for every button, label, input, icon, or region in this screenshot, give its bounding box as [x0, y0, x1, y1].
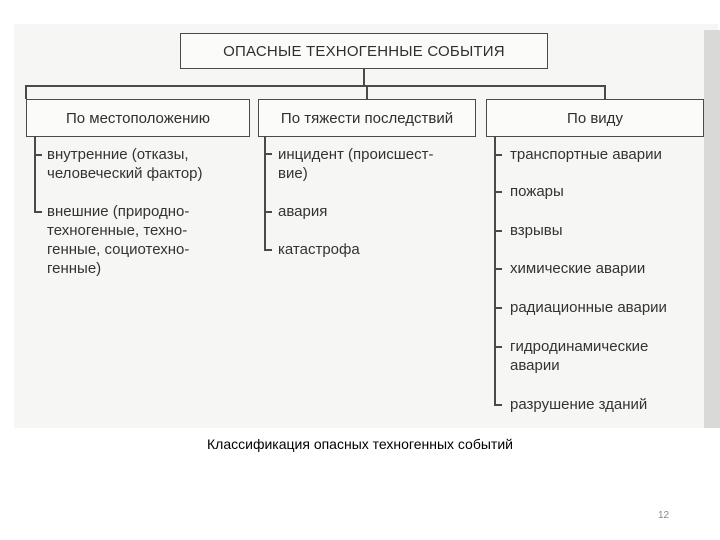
cat2-tick-1 [264, 211, 272, 213]
diagram-title-box: ОПАСНЫЕ ТЕХНОГЕННЫЕ СОБЫТИЯ [180, 33, 548, 69]
cat3-spine [494, 137, 496, 405]
cat2-connector [366, 85, 368, 99]
title-connector [363, 69, 365, 86]
cat3-connector [604, 85, 606, 99]
cat2-tick-2 [264, 249, 272, 251]
category-location-box: По местоположению [26, 99, 250, 137]
list-item: радиационные аварии [510, 299, 667, 316]
list-item: внутренние (отказы, человеческий фактор) [47, 146, 203, 182]
list-item: разрушение зданий [510, 396, 648, 413]
cat1-spine [34, 137, 36, 212]
category-severity-box: По тяжести последствий [258, 99, 476, 137]
cat3-tick-5 [494, 346, 502, 348]
category-type-box: По виду [486, 99, 704, 137]
cat3-tick-6 [494, 404, 502, 406]
list-item: инцидент (происшест- вие) [278, 146, 434, 182]
cat3-tick-4 [494, 307, 502, 309]
cat3-tick-2 [494, 230, 502, 232]
scan-edge-shadow [704, 30, 720, 428]
cat1-tick-0 [34, 154, 42, 156]
list-item: взрывы [510, 222, 563, 239]
figure-caption: Классификация опасных техногенных событий [207, 436, 513, 452]
cat3-tick-0 [494, 154, 502, 156]
page-number: 12 [658, 510, 670, 521]
cat3-tick-1 [494, 191, 502, 193]
list-item: авария [278, 203, 328, 220]
list-item: пожары [510, 183, 564, 200]
list-item: химические аварии [510, 260, 646, 277]
list-item: транспортные аварии [510, 146, 662, 163]
cat1-connector [25, 85, 27, 99]
list-item: гидродинамические аварии [510, 338, 649, 374]
list-item: внешние (природно- техногенные, техно- генные, социотехно- генные) [47, 203, 190, 277]
cat3-tick-3 [494, 268, 502, 270]
cat1-tick-1 [34, 211, 42, 213]
list-item: катастрофа [278, 241, 360, 258]
cat2-tick-0 [264, 153, 272, 155]
category-bus [25, 85, 605, 87]
